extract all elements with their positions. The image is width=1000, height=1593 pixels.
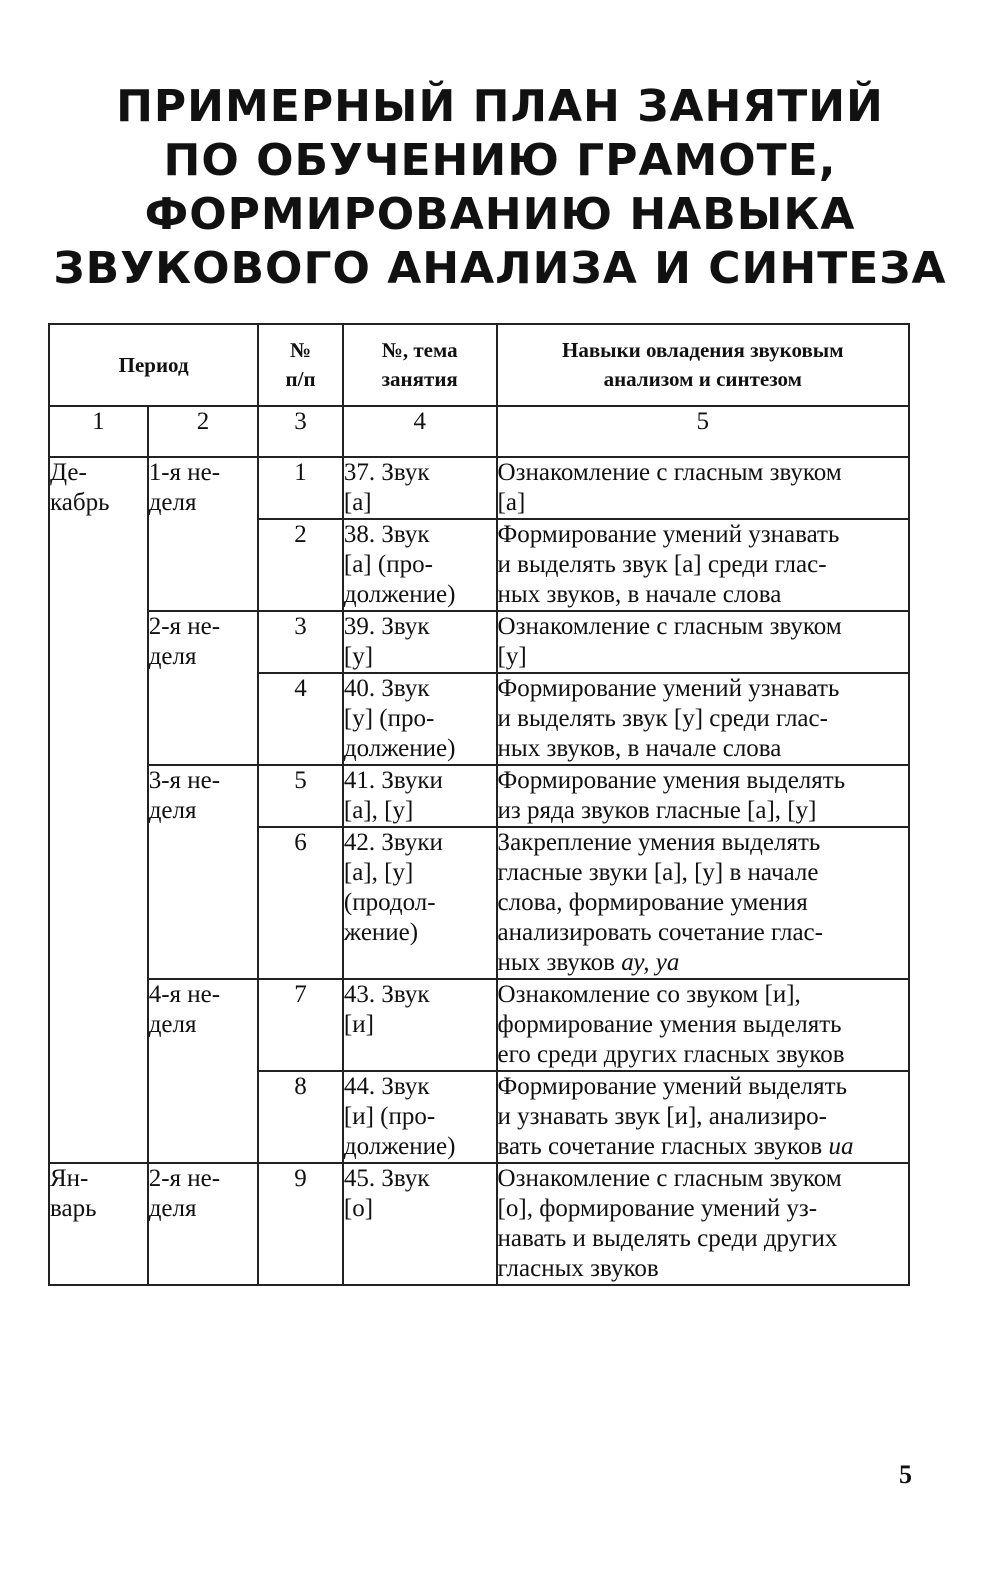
header-number bbox=[258, 324, 343, 406]
lesson-number-cell: 7 bbox=[258, 979, 343, 1071]
lesson-number-cell: 3 bbox=[258, 611, 343, 673]
header-skills bbox=[497, 324, 909, 406]
skills-italic-text: ау, уа bbox=[621, 949, 680, 976]
header-number-label: № п/п bbox=[285, 338, 316, 391]
period-week-cell: 4-я не- деля bbox=[148, 979, 259, 1163]
skills-cell bbox=[497, 611, 909, 673]
header-topic bbox=[343, 324, 497, 406]
lesson-number-cell: 2 bbox=[258, 519, 343, 611]
title-line: ФОРМИРОВАНИЮ НАВЫКА bbox=[144, 189, 856, 240]
page-number: 5 bbox=[899, 1460, 912, 1489]
lesson-topic-cell: 41. Звуки [а], [у] bbox=[343, 765, 497, 827]
skills-italic-text: иа bbox=[828, 1133, 854, 1160]
lesson-plan-table bbox=[48, 323, 910, 1286]
skills-text: Формирование умения выделять из ряда звуков гласные [а], [у] bbox=[497, 767, 846, 824]
column-number: 1 bbox=[49, 406, 148, 457]
header-skills-label: Навыки овладения звуковым анализом и синтезом bbox=[562, 338, 844, 391]
skills-cell bbox=[497, 519, 909, 611]
page-title bbox=[0, 80, 1000, 296]
column-number: 2 bbox=[148, 406, 259, 457]
skills-cell bbox=[497, 673, 909, 765]
skills-cell bbox=[497, 765, 909, 827]
period-week-cell: 3-я не- деля bbox=[148, 765, 259, 979]
lesson-topic-cell: 45. Звук [о] bbox=[343, 1163, 497, 1285]
skills-text: Ознакомление со звуком [и], формирование умения выделять его среди других гласных звуков bbox=[497, 981, 845, 1068]
table-row bbox=[49, 765, 909, 827]
skills-text: Формирование умений выделять и узнавать звук [и], анализиро- вать сочетание гласных звуков bbox=[497, 1073, 847, 1160]
header-period: Период bbox=[49, 324, 258, 406]
skills-text: Ознакомление с гласным звуком [а] bbox=[497, 459, 842, 516]
lesson-topic-cell: 40. Звук [у] (про- должение) bbox=[343, 673, 497, 765]
lesson-number-cell: 1 bbox=[258, 457, 343, 519]
lesson-topic-cell: 44. Звук [и] (про- должение) bbox=[343, 1071, 497, 1163]
column-number: 4 bbox=[343, 406, 497, 457]
period-week-cell: 1-я не- деля bbox=[148, 457, 259, 611]
table-row bbox=[49, 611, 909, 673]
lesson-number-cell: 9 bbox=[258, 1163, 343, 1285]
skills-cell bbox=[497, 827, 909, 979]
skills-cell bbox=[497, 457, 909, 519]
skills-text: Закрепление умения выделять гласные звуки [а], [у] в начале слова, формирование умения анализировать сочетание глас- ных звуков bbox=[497, 829, 823, 976]
period-week-cell: 2-я не- деля bbox=[148, 1163, 259, 1285]
lesson-number-cell: 8 bbox=[258, 1071, 343, 1163]
skills-cell bbox=[497, 979, 909, 1071]
table-row bbox=[49, 1163, 909, 1285]
column-number: 3 bbox=[258, 406, 343, 457]
period-month-cell: Де- кабрь bbox=[49, 457, 148, 1163]
title-line: ПО ОБУЧЕНИЮ ГРАМОТЕ, bbox=[163, 135, 837, 186]
lesson-topic-cell: 38. Звук [а] (про- должение) bbox=[343, 519, 497, 611]
title-line: ЗВУКОВОГО АНАЛИЗА И СИНТЕЗА bbox=[53, 243, 947, 294]
header-row bbox=[49, 324, 909, 406]
period-month-cell: Ян- варь bbox=[49, 1163, 148, 1285]
lesson-topic-cell: 39. Звук [у] bbox=[343, 611, 497, 673]
skills-text: Формирование умений узнавать и выделять звук [у] среди глас- ных звуков, в начале слова bbox=[497, 675, 840, 762]
lesson-topic-cell: 37. Звук [а] bbox=[343, 457, 497, 519]
table-body bbox=[49, 457, 909, 1285]
header-topic-label: №, тема занятия bbox=[381, 338, 458, 391]
table-row bbox=[49, 979, 909, 1071]
column-number-row bbox=[49, 406, 909, 457]
lesson-topic-cell: 43. Звук [и] bbox=[343, 979, 497, 1071]
title-line: ПРИМЕРНЫЙ ПЛАН ЗАНЯТИЙ bbox=[116, 81, 884, 132]
skills-text: Ознакомление с гласным звуком [у] bbox=[497, 613, 842, 670]
skills-cell bbox=[497, 1163, 909, 1285]
lesson-number-cell: 5 bbox=[258, 765, 343, 827]
period-week-cell: 2-я не- деля bbox=[148, 611, 259, 765]
column-number: 5 bbox=[497, 406, 909, 457]
skills-text: Ознакомление с гласным звуком [о], формирование умений уз- навать и выделять среди других гласных звуков bbox=[497, 1165, 842, 1282]
table-row bbox=[49, 457, 909, 519]
lesson-topic-cell: 42. Звуки [а], [у] (продол- жение) bbox=[343, 827, 497, 979]
lesson-number-cell: 6 bbox=[258, 827, 343, 979]
lesson-number-cell: 4 bbox=[258, 673, 343, 765]
skills-cell bbox=[497, 1071, 909, 1163]
skills-text: Формирование умений узнавать и выделять звук [а] среди глас- ных звуков, в начале слова bbox=[497, 521, 840, 608]
